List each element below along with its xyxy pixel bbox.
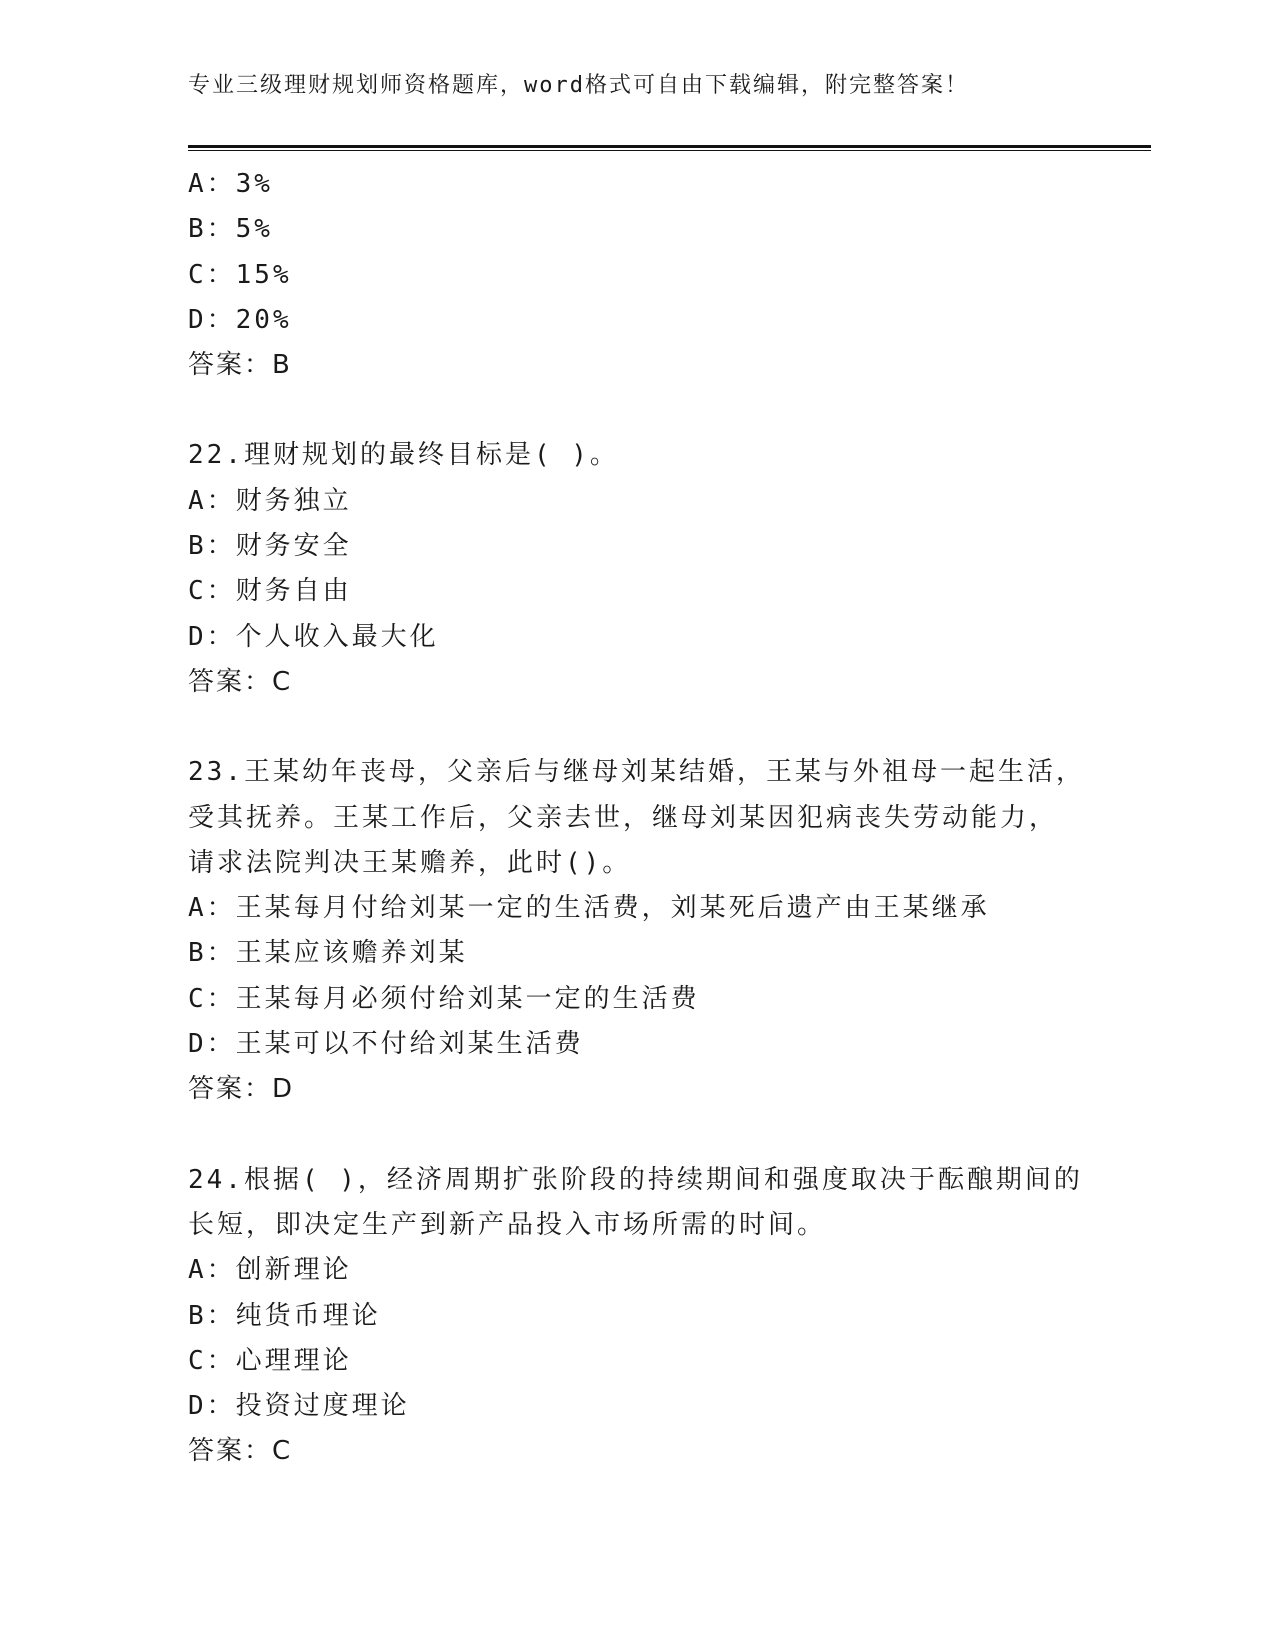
answer: 答案：C (188, 1436, 293, 1467)
option-c: C：心理理论 (188, 1345, 352, 1376)
option-b: B：财务安全 (188, 531, 352, 562)
option-a: A：3% (188, 169, 273, 199)
question-23 (188, 750, 1088, 1112)
option-d: D：个人收入最大化 (188, 621, 439, 652)
option-c: C：财务自由 (188, 576, 352, 607)
question-22 (188, 433, 1088, 705)
header-rule-thin (188, 150, 1151, 151)
question-24 (188, 1158, 1088, 1475)
option-d: D：王某可以不付给刘某生活费 (188, 1029, 584, 1060)
answer: 答案：D (188, 1074, 295, 1105)
question-stem-line-2: 受其抚养。王某工作后，父亲去世，继母刘某因犯病丧失劳动能力， (188, 802, 1059, 833)
answer: 答案：C (188, 666, 293, 697)
option-d: D：投资过度理论 (188, 1391, 410, 1422)
question-stem-line-2: 长短，即决定生产到新产品投入市场所需的时间。 (188, 1209, 827, 1240)
question-stem-line-3: 请求法院判决王某赡养，此时()。 (188, 847, 632, 878)
option-c: C：王某每月必须付给刘某一定的生活费 (188, 983, 700, 1014)
question-21-partial (188, 162, 1088, 388)
option-a: A：创新理论 (188, 1255, 352, 1286)
option-c: C：15% (188, 259, 292, 290)
page-header: 专业三级理财规划师资格题库，word格式可自由下载编辑，附完整答案！ (188, 73, 969, 98)
option-a: A：财务独立 (188, 485, 352, 516)
question-stem-line-1: 23.王某幼年丧母，父亲后与继母刘某结婚，王某与外祖母一起生活， (188, 757, 1085, 788)
option-b: B：5% (188, 214, 273, 245)
answer: 答案：B (188, 350, 292, 381)
question-stem-line-1: 24.根据( )，经济周期扩张阶段的持续期间和强度取决于酝酿期间的 (188, 1164, 1083, 1195)
option-b: B：纯货币理论 (188, 1300, 381, 1331)
option-a: A：王某每月付给刘某一定的生活费，刘某死后遗产由王某继承 (188, 893, 990, 924)
question-list (188, 162, 1088, 1475)
option-b: B：王某应该赡养刘某 (188, 938, 468, 969)
header-rule-thick (188, 145, 1151, 148)
option-d: D：20% (188, 304, 292, 335)
question-stem: 22.理财规划的最终目标是( )。 (188, 440, 619, 471)
